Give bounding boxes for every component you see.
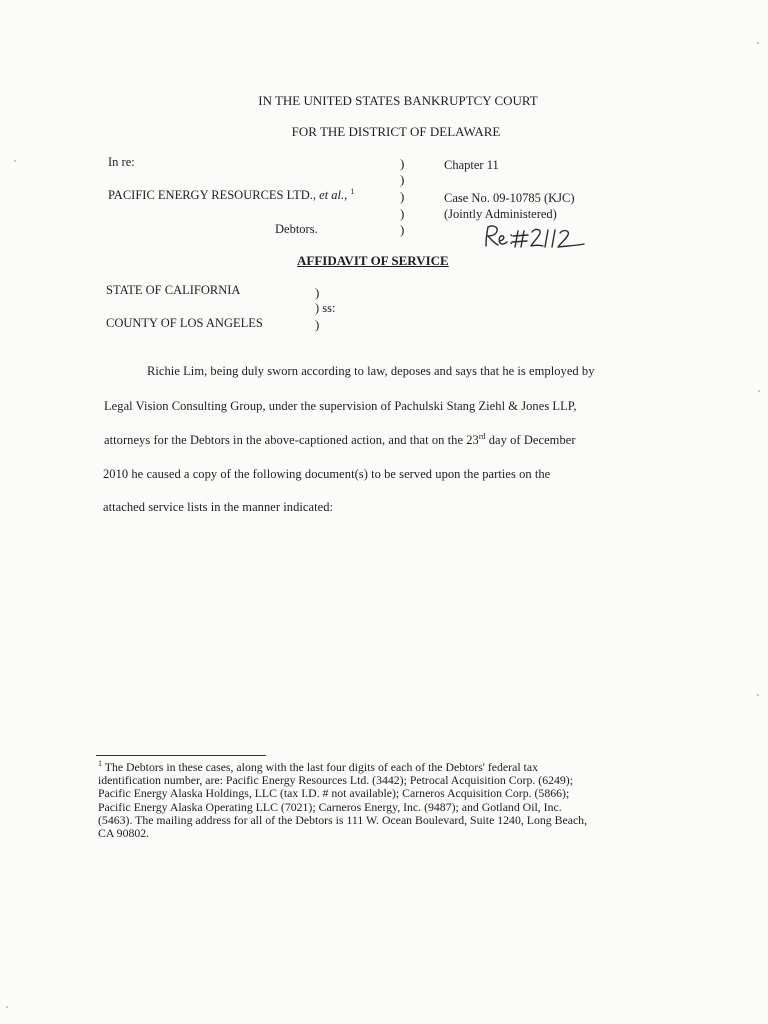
debtor-name	[108, 188, 354, 203]
in-re-label: In re:	[108, 155, 135, 169]
caption-paren: )	[400, 172, 405, 187]
debtors-label: Debtors.	[275, 222, 318, 236]
chapter-label: Chapter 11	[444, 158, 499, 172]
footnote-reference: 1	[350, 186, 355, 196]
caption-paren: )	[400, 156, 405, 171]
body-line-3-start: attorneys for the Debtors in the above-captioned action, and that on the 23	[104, 433, 479, 447]
scan-speck	[757, 694, 759, 696]
footnote-line-2: identification number, are: Pacific Energy Resources Ltd. (3442); Petrocal Acquisition Corp. (6249);	[98, 773, 573, 788]
body-line-1: Richie Lim, being duly sworn according to law, deposes and says that he is employed by	[147, 364, 595, 378]
footnote-line-6: CA 90802.	[98, 826, 150, 841]
case-number: Case No. 09-10785 (KJC)	[444, 191, 575, 205]
venue-ss: ) ss:	[315, 301, 336, 315]
venue-state: STATE OF CALIFORNIA	[106, 283, 241, 297]
scan-speck	[758, 390, 760, 392]
scan-speck	[6, 1006, 8, 1008]
footnote-line-4: Pacific Energy Alaska Operating LLC (7021); Carneros Energy, Inc. (9487); and Gotland Oil, Inc.	[98, 799, 562, 814]
footnote-line-5: (5463). The mailing address for all of the Debtors is 111 W. Ocean Boulevard, Suite 1240, Long Beach,	[98, 812, 588, 827]
scan-speck	[14, 160, 16, 162]
footnote-mark: 1	[98, 759, 102, 769]
affidavit-title: AFFIDAVIT OF SERVICE	[297, 253, 449, 268]
body-line-2: Legal Vision Consulting Group, under the supervision of Pachulski Stang Ziehl & Jones LLP,	[104, 399, 577, 413]
scan-speck	[757, 42, 759, 44]
body-line-3	[104, 433, 576, 448]
venue-county: COUNTY OF LOS ANGELES	[106, 316, 263, 330]
et-al-text: et al.,	[319, 188, 348, 202]
court-heading-line-1: IN THE UNITED STATES BANKRUPTCY COURT	[258, 93, 538, 108]
caption-paren: )	[400, 206, 405, 221]
court-heading-line-2: FOR THE DISTRICT OF DELAWARE	[291, 124, 501, 139]
debtor-name-text: PACIFIC ENERGY RESOURCES LTD.,	[108, 188, 317, 202]
body-line-4: 2010 he caused a copy of the following document(s) to be served upon the parties on the	[103, 467, 551, 481]
caption-paren: )	[400, 189, 405, 204]
venue-paren: )	[315, 317, 320, 332]
footnote-line-1-text: The Debtors in these cases, along with the last four digits of each of the Debtors' federal tax	[102, 760, 538, 774]
handwritten-reference-note	[480, 222, 590, 252]
venue-paren: )	[315, 285, 320, 300]
body-line-5: attached service lists in the manner indicated:	[103, 500, 334, 514]
jointly-administered: (Jointly Administered)	[444, 207, 557, 221]
footnote	[98, 761, 638, 840]
ordinal-suffix: rd	[478, 431, 486, 441]
footnote-line-3: Pacific Energy Alaska Holdings, LLC (tax I.D. # not available); Carneros Acquisition Corp. (5866);	[98, 786, 570, 801]
caption-paren: )	[400, 222, 405, 237]
body-line-3-end: day of December	[485, 433, 576, 447]
footnote-rule	[96, 755, 266, 756]
